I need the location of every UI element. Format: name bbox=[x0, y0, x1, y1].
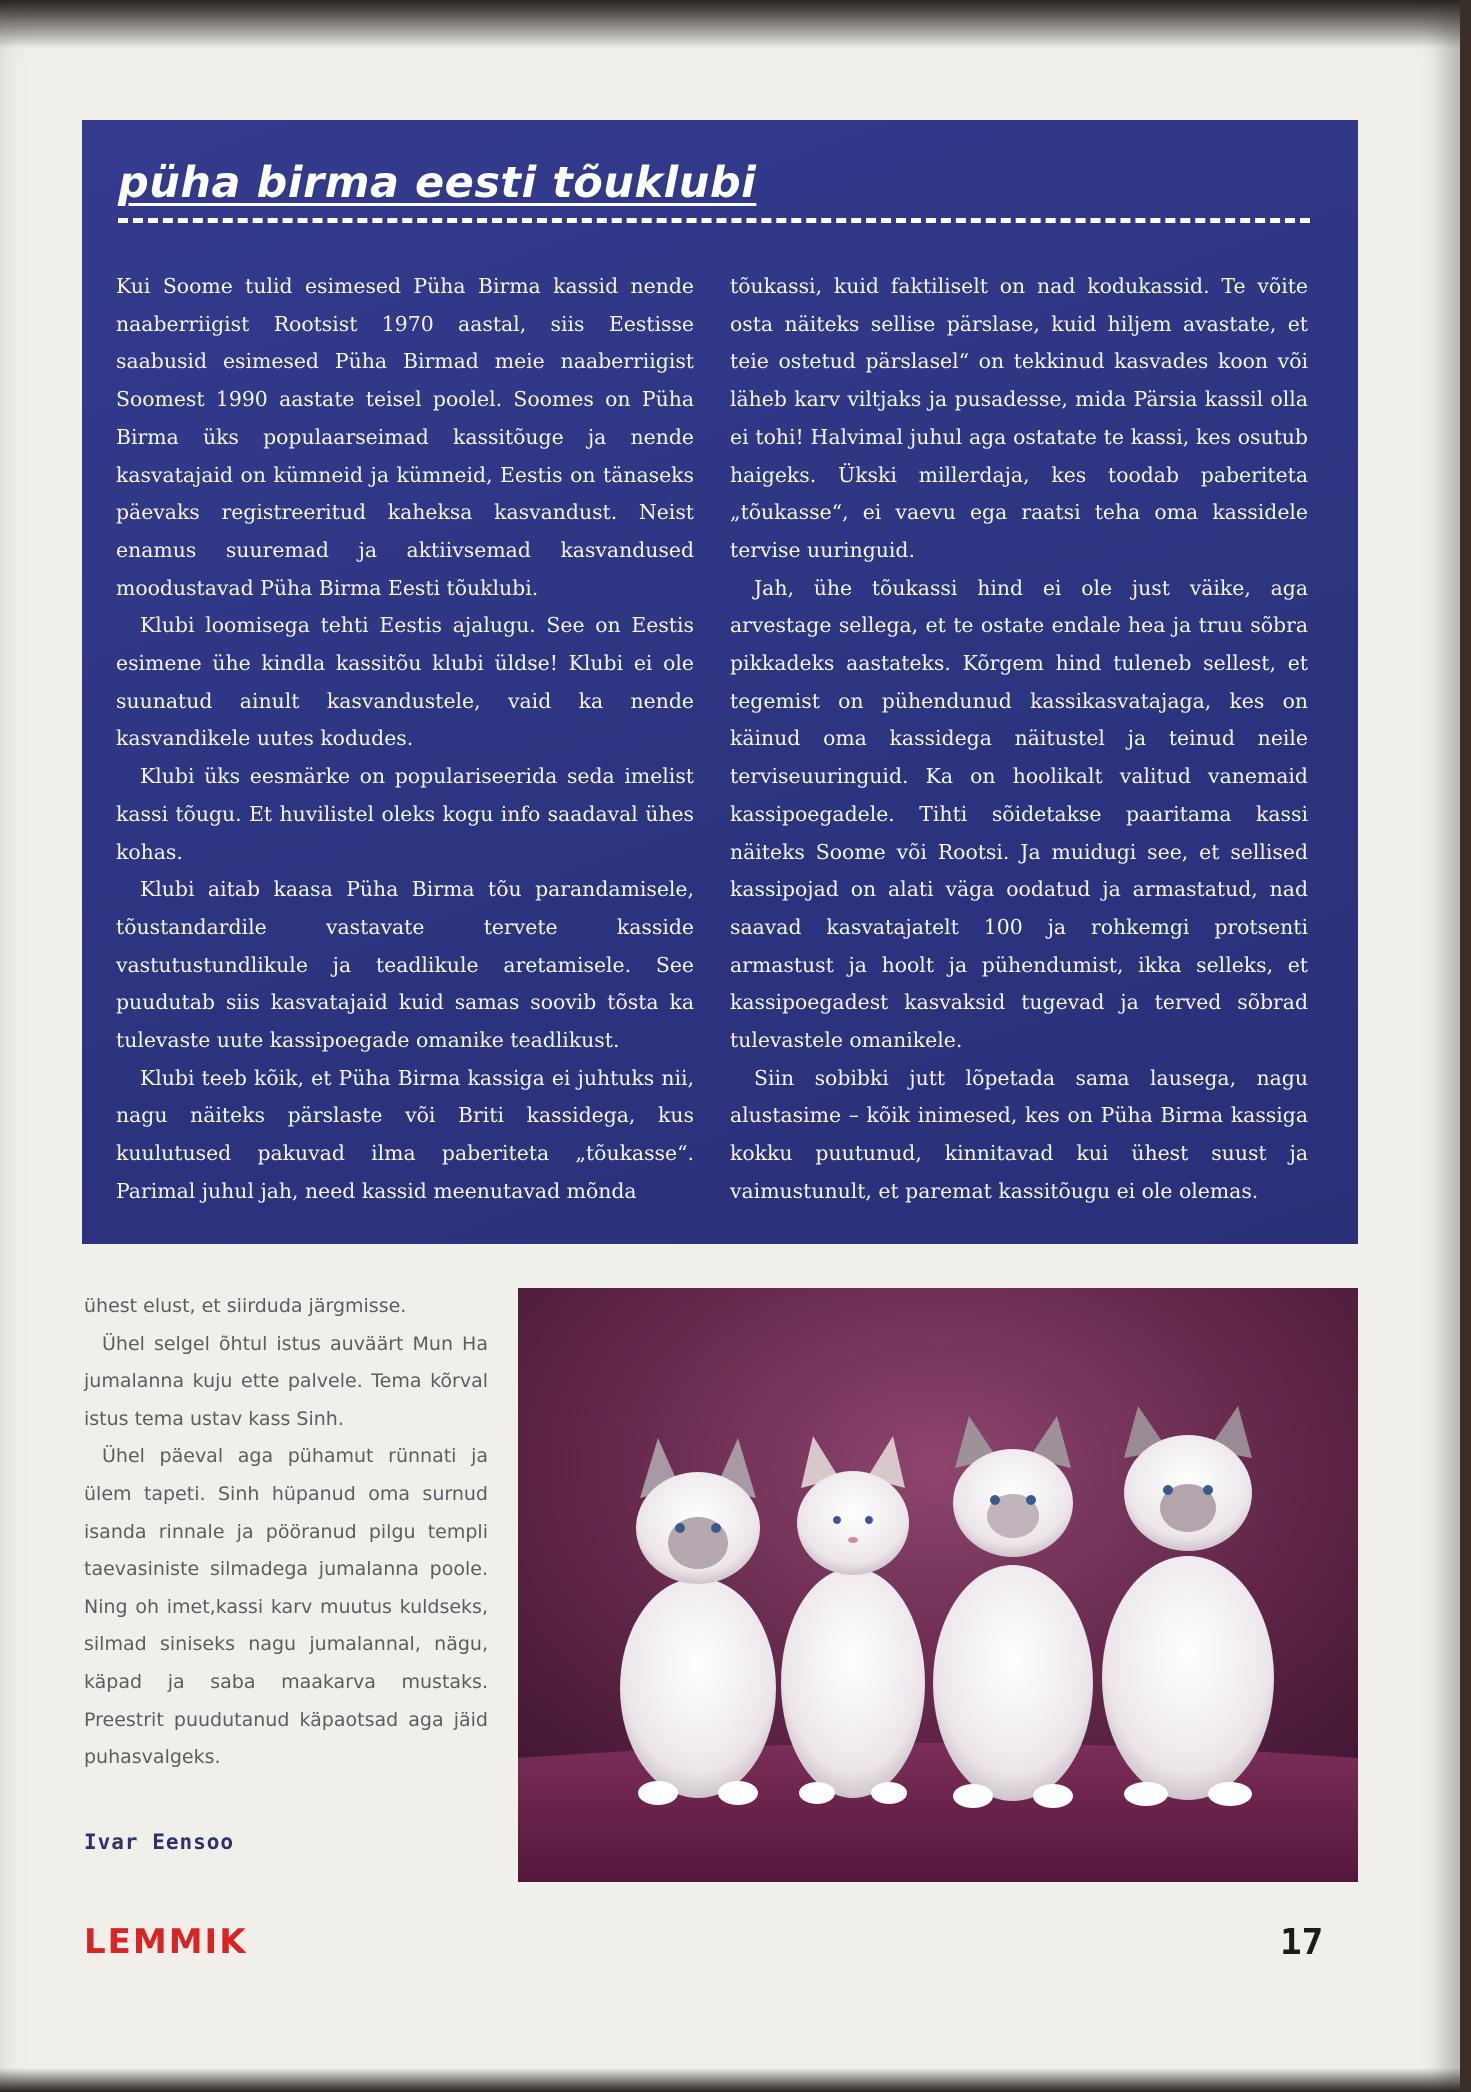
author-byline: Ivar Eensoo bbox=[84, 1830, 235, 1854]
paragraph: Siin sobibki jutt lõpetada sama lausega, nagu alustasime – kõik inimesed, kes on Püha Birma kassiga kokku puutunud, kinnitavad kui ühest suust ja vaimustunult, et paremat kassitõugu ei ole olemas. bbox=[730, 1065, 1308, 1203]
paragraph: Kui Soome tulid esimesed Püha Birma kassid nende naaberriigist Rootsist 1970 aastal, siis Eestisse saabusid esimesed Püha Birmad meie naaberriigist Soomest 1990 aastate teisel poolel. Soomes on Püha Birma üks populaarseimad kassitõuge ja nende kasvatajaid on kümneid ja kümneid, Eestis on tänaseks päevaks registreeritud kaheksa kasvandust. Neist enamus suuremad ja aktiivsemad kasvandused moodustavad Püha Birma Eesti tõuklubi. bbox=[116, 274, 694, 600]
kittens-illustration bbox=[518, 1288, 1358, 1882]
legend-text bbox=[84, 1288, 488, 1777]
article-column-right bbox=[730, 268, 1308, 1211]
paragraph: Ühel selgel õhtul istus auväärt Mun Ha jumalanna kuju ette palvele. Tema kõrval istus tema ustav kass Sinh. bbox=[84, 1332, 488, 1430]
paragraph: Klubi aitab kaasa Püha Birma tõu parandamisele, tõustandardile vastavate tervete kasside vastutustundlikule ja teadlikule aretamisele. See puudutab siis kasvatajaid kuid samas soovib tõsta ka tulevaste uute kassipoegade omanike teadlikust. bbox=[116, 877, 694, 1053]
paragraph: tõukassi, kuid faktiliselt on nad kodukassid. Te võite osta näiteks sellise pärslase, kuid hiljem avastate, et teie ostetud pärslasel“ on tekkinud kasvades koon või läheb karv viltjaks ja pusadesse, mida Pärsia kassil olla ei tohi! Halvimal juhul aga ostatate te kassi, kes osutub haigeks. Ükski millerdaja, kes toodab paberiteta „tõukasse“, ei vaevu ega raatsi teha oma kassidele tervise uuringuid. bbox=[730, 274, 1308, 562]
paragraph: Ühel päeval aga pühamut rünnati ja ülem tapeti. Sinh hüpanud oma surnud isanda rinnale ja pööranud pilgu templi taevasiniste silmadega jumalanna poole. Ning oh imet,kassi karv muutus kuldseks, silmad siniseks nagu jumalannal, nägu, käpad ja saba maakarva mustaks. Preestrit puudutanud käpaotsad aga jäid puhasvalgeks. bbox=[84, 1445, 488, 1769]
kittens-photo bbox=[518, 1288, 1358, 1882]
paragraph: Klubi teeb kõik, et Püha Birma kassiga ei juhtuks nii, nagu näiteks pärslaste või Briti kassidega, kus kuulutused pakuvad ilma paberiteta „tõukasse“. Parimal juhul jah, need kassid meenutavad mõnda bbox=[116, 1065, 694, 1203]
title-dashed-rule bbox=[118, 218, 1310, 223]
magazine-brand: LEMMIK bbox=[84, 1922, 248, 1962]
page-number: 17 bbox=[1280, 1922, 1324, 1963]
paragraph: Klubi üks eesmärke on populariseerida seda imelist kassi tõugu. Et huvilistel oleks kogu info saadaval ühes kohas. bbox=[116, 764, 694, 864]
article-column-left bbox=[116, 268, 694, 1211]
paragraph: Jah, ühe tõukassi hind ei ole just väike, aga arvestage sellega, et te ostate endale hea ja truu sõbra pikkadeks aastateks. Kõrgem hind tuleneb sellest, et tegemist on pühendunud kassikasvatajaga, kes on käinud oma kassidega näitustel ja teinud neile terviseuuringuid. Ka on hoolikalt valitud vanemaid kassipoegadele. Tihti sõidetakse paaritama kassi näiteks Soome või Rootsi. Ja muidugi see, et sellised kassipojad on alati väga oodatud ja armastatud, nad saavad kasvatajatelt 100 ja rohkemgi protsenti armastust ja hoolt ja pühendumist, ikka selleks, et kassipoegadest kasvaksid tugevad ja terved sõbrad tulevastele omanikele. bbox=[730, 575, 1308, 1053]
paragraph: ühest elust, et siirduda järgmisse. bbox=[84, 1295, 407, 1317]
kitten-1 bbox=[620, 1438, 776, 1805]
paragraph: Klubi loomisega tehti Eestis ajalugu. See on Eestis esimene ühe kindla kassitõu klubi üldse! Klubi ei ole suunatud ainult kasvandustele, vaid ka nende kasvandikele uutes kodudes. bbox=[116, 613, 694, 751]
article-title: püha birma eesti tõuklubi bbox=[118, 158, 757, 208]
